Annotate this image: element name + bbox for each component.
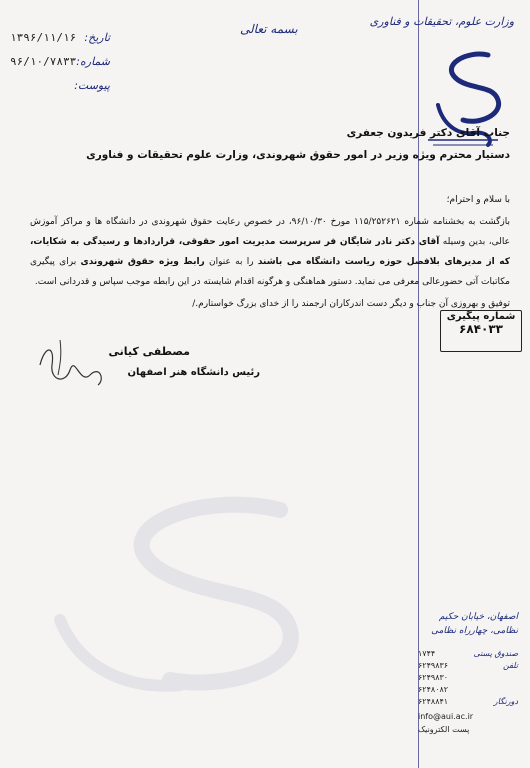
meta-attachment-row xyxy=(10,73,110,97)
meta-date-value: ۱۳۹۶/۱۱/۱۶ xyxy=(10,30,77,44)
address: اصفهان، خیابان حکیم نظامی، چهارراه نظامی xyxy=(431,612,518,636)
contact-row xyxy=(418,648,518,660)
contact-row xyxy=(418,696,518,708)
tracking-label: شماره پیگیری xyxy=(446,311,516,322)
meta-date-row xyxy=(10,25,110,49)
meta-number-label: شماره: xyxy=(76,54,110,68)
handwritten-signature-icon xyxy=(30,335,110,395)
contact-block xyxy=(418,610,518,734)
meta-number-value: ۹۶/۱۰/۷۸۳۳ xyxy=(10,54,77,68)
tracking-number-box xyxy=(440,310,522,352)
contact-value: ۱۷۴۴ xyxy=(418,649,436,658)
contact-row xyxy=(418,660,518,672)
meta-attachment-label: پیوست: xyxy=(74,78,110,92)
signer-title: رئیس دانشگاه هنر اصفهان xyxy=(127,367,260,378)
email-label: پست الکترونیک xyxy=(418,725,470,734)
contact-value: ۶۲۴۹۸۳۶ xyxy=(418,661,449,670)
recipient-block xyxy=(30,122,510,166)
body-paragraph-1 xyxy=(30,212,510,292)
body-bold-text: رابط ویژه حقوق شهروندی xyxy=(80,257,205,267)
letter-body xyxy=(30,190,510,316)
body-text: برای پیگیری مکاتبات آتی حضورعالی معرفی می نماید. دستور هماهنگی و هرگونه اقدام شایسته در این رابطه موجب سپاس و قدردانی است. xyxy=(30,257,510,287)
body-text: را به عنوان xyxy=(204,257,258,267)
bismillah-heading: بسمه تعالی xyxy=(240,22,298,36)
contact-value: ۶۲۴۸۸۴۱ xyxy=(418,697,449,706)
email-link[interactable]: info@aui.ac.ir xyxy=(418,712,474,721)
watermark-logo-icon xyxy=(20,490,320,700)
contact-value: ۶۲۴۸۰۸۲ xyxy=(418,685,449,694)
body-bold-text: آقای دکتر نادر شایگان فر سرپرست مدیریت امور حقوقی، قراردادها و رسیدگی به شکایات، که از مدیرهای بلافصل حوزه ریاست دانشگاه می باشند xyxy=(30,237,510,267)
meta-number-row xyxy=(10,49,110,73)
signature-block xyxy=(30,335,260,405)
contact-label: صندوق پستی xyxy=(473,649,518,658)
contact-value: ۶۲۴۹۸۳۰ xyxy=(418,673,449,682)
contact-row xyxy=(418,684,518,696)
body-paragraph-2: توفیق و بهروزی آن جناب و دیگر دست اندرکاران ارجمند را از خدای بزرگ خواستارم./ xyxy=(192,299,510,309)
contact-label: دورنگار xyxy=(493,697,518,706)
recipient-name: جناب آقای دکتر فریدون جعفری xyxy=(346,127,510,139)
tracking-value: ۶۸۴۰۳۳ xyxy=(459,322,503,336)
greeting: با سلام و احترام؛ xyxy=(446,195,510,205)
signer-name: مصطفی کیانی xyxy=(108,345,190,358)
meta-date-label: تاریخ: xyxy=(84,30,110,44)
letter-meta xyxy=(10,25,110,97)
contact-row xyxy=(418,672,518,684)
ministry-name: وزارت علوم، تحقیقات و فناوری xyxy=(369,15,514,28)
body-text: بازگشت به بخشنامه شماره ۱۱۵/۲۵۲۶۲۱ مورخ ۹۶/۱۰/۳۰، در خصوص رعایت حقوق شهروندی در دانشگاه ها و مراکز آموزش عالی، بدین وسیله xyxy=(30,217,510,247)
recipient-title: دستیار محترم ویژه وزیر در امور حقوق شهروندی، وزارت علوم تحقیقات و فناوری xyxy=(86,149,510,161)
contact-label: تلفن xyxy=(502,661,518,670)
